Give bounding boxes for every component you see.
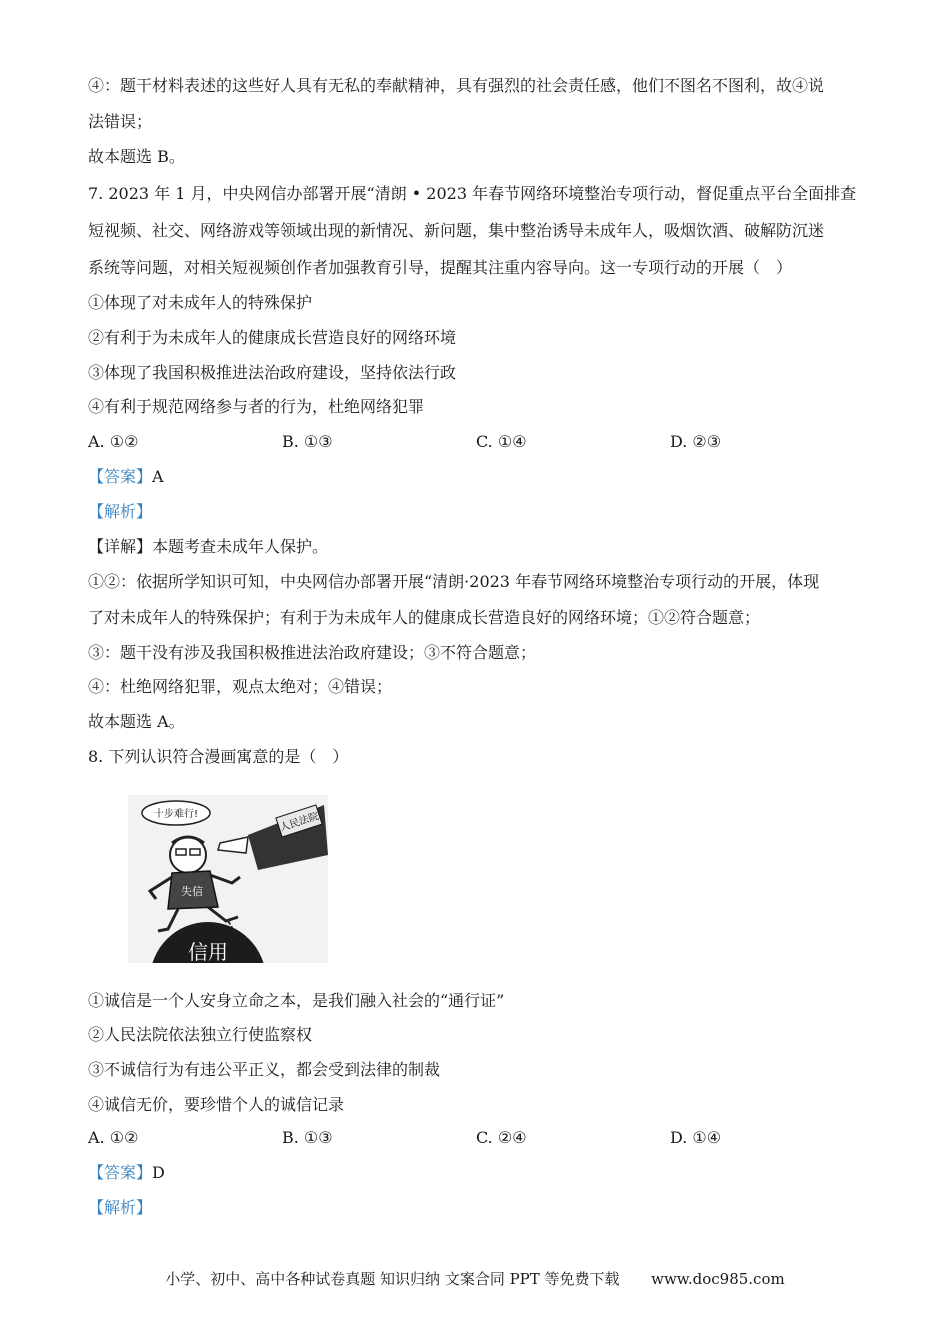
q7-option-d: D. ②③ [670,432,722,451]
footer-text: 小学、初中、高中各种试卷真题 知识归纳 文案合同 PPT 等免费下载 [165,1270,620,1288]
q7-explanation-line: ④：杜绝网络犯罪，观点太绝对；④错误； [88,677,393,696]
q6-conclusion: 故本题选 B。 [88,147,185,166]
answer-tag: 【答案】 [88,467,153,486]
q7-statement: ②有利于为未成年人的健康成长营造良好的网络环境 [88,328,457,347]
q7-analysis [88,501,152,523]
cartoon-drawing [128,795,328,963]
q8-statement: ①诚信是一个人安身立命之本，是我们融入社会的“通行证” [88,991,505,1010]
sleeve-label: 人民法院 [278,811,321,834]
q7-statement: ①体现了对未成年人的特殊保护 [88,293,313,312]
q7-answer [88,466,164,488]
q8-statement: ③不诚信行为有违公平正义，都会受到法律的制裁 [88,1060,441,1079]
q8-option-b: B. ①③ [282,1128,333,1147]
q8-option-c: C. ②④ [476,1128,527,1147]
answer-value: A [152,467,164,486]
answer-value: D [152,1163,165,1182]
bubble-text: 十步难行! [153,809,199,820]
q7-explanation-line: ①②：依据所学知识可知，中央网信办部署开展“清朗·2023 年春节网络环境整治专项行动的开展，体现 [88,572,820,591]
q7-explanation-line: ③：题干没有涉及我国积极推进法治政府建设；③不符合题意； [88,643,537,662]
q8-analysis [88,1197,152,1219]
q8-statement: ④诚信无价，要珍惜个人的诚信记录 [88,1095,345,1114]
q7-stem: 短视频、社交、网络游戏等领域出现的新情况、新问题，集中整治诱导未成年人，吸烟饮酒、破解防沉迷 [88,221,825,240]
q7-explanation-line: 了对未成年人的特殊保护；有利于为未成年人的健康成长营造良好的网络环境；①②符合题意； [88,608,761,627]
q8-statement: ②人民法院依法独立行使监察权 [88,1025,313,1044]
page-footer [0,1269,950,1289]
q7-option-b: B. ①③ [282,432,333,451]
q7-stem: 系统等问题，对相关短视频创作者加强教育引导，提醒其注重内容导向。这一专项行动的开展（ ） [88,258,793,277]
q7-option-a: A. ①② [88,432,139,451]
q6-explanation-line: ④：题干材料表述的这些好人具有无私的奉献精神，具有强烈的社会责任感，他们不图名不图利，故④说 [88,76,825,95]
analysis-tag: 【解析】 [88,1198,153,1217]
detail-text: 本题考查未成年人保护。 [152,537,329,556]
q8-option-a: A. ①② [88,1128,139,1147]
q7-detail [88,536,328,558]
answer-tag: 【答案】 [88,1163,153,1182]
q8-option-d: D. ①④ [670,1128,722,1147]
q7-option-c: C. ①④ [476,432,527,451]
footer-url[interactable]: www.doc985.com [651,1270,785,1288]
q8-answer [88,1162,165,1184]
ball-label: 信用 [188,940,228,963]
q8-stem: 8. 下列认识符合漫画寓意的是（ ） [88,747,349,766]
analysis-tag: 【解析】 [88,502,153,521]
cartoon-image [128,795,328,963]
shirt-label: 失信 [181,885,203,898]
q6-explanation-line: 法错误； [88,112,153,131]
detail-tag: 【详解】 [88,537,153,556]
q7-statement: ③体现了我国积极推进法治政府建设，坚持依法行政 [88,363,457,382]
q7-conclusion: 故本题选 A。 [88,712,185,731]
q7-stem: 7. 2023 年 1 月，中央网信办部署开展“清朗 • 2023 年春节网络环境整治专项行动，督促重点平台全面排查 [88,184,857,203]
q7-statement: ④有利于规范网络参与者的行为，杜绝网络犯罪 [88,397,425,416]
